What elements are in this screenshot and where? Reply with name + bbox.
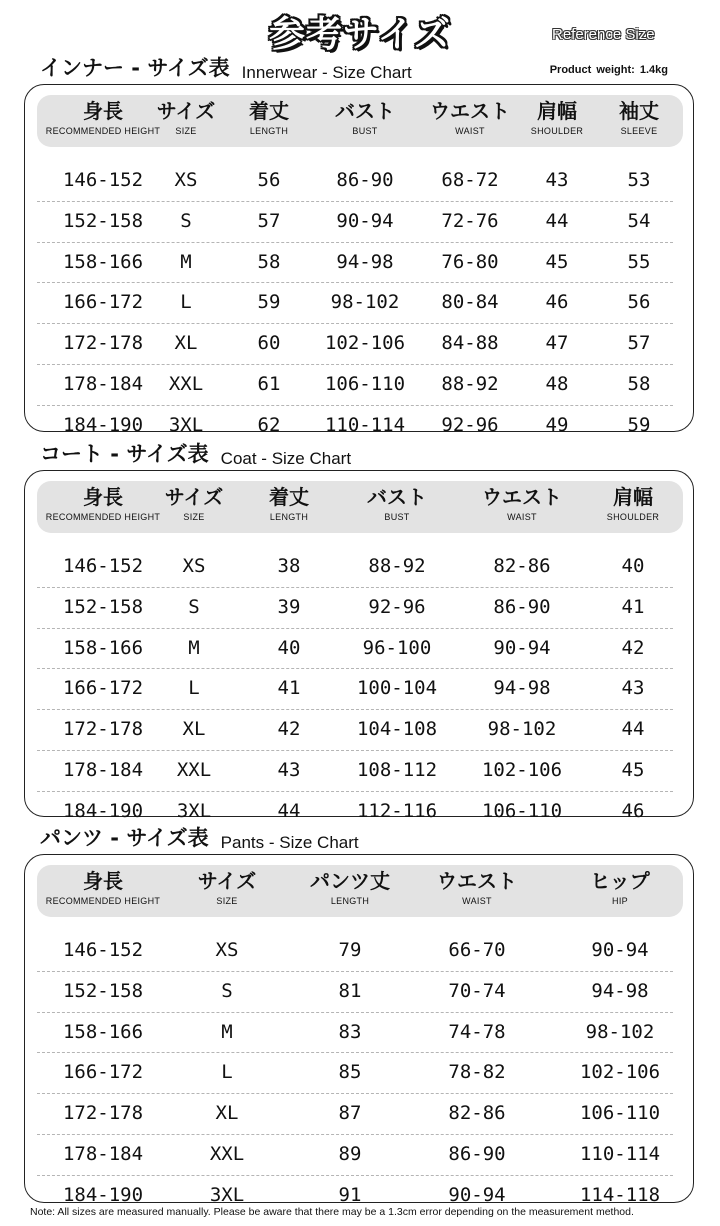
table-cell: M	[221, 1020, 233, 1043]
table-cell: 84-88	[441, 332, 499, 355]
table-row	[37, 1052, 673, 1094]
table-cell: 106-110	[579, 1102, 661, 1125]
header-label-en: SLEEVE	[620, 126, 658, 136]
section-heading	[40, 438, 351, 468]
table-cell: 94-98	[336, 250, 394, 273]
table-row	[37, 750, 673, 792]
table-cell: 89	[338, 1143, 362, 1165]
header-label-en: BUST	[352, 126, 378, 136]
table-cell: 98-102	[585, 1020, 655, 1043]
table-cell: 59	[627, 413, 651, 436]
table-cell: 59	[257, 291, 281, 314]
table-cell: 62	[257, 413, 281, 436]
table-cell: XL	[174, 332, 198, 355]
table-cell: 152-158	[62, 595, 144, 618]
table-cell: XS	[174, 169, 198, 191]
table-cell: 58	[257, 250, 281, 273]
header-label-jp: ヒップ	[590, 869, 650, 893]
table-cell: 110-114	[579, 1143, 661, 1165]
table-cell: 92-96	[368, 595, 426, 618]
section-title-jp: コート - サイズ表	[40, 442, 209, 466]
header-label-jp: ウエスト	[482, 485, 562, 509]
table-cell: 158-166	[62, 250, 144, 273]
table-cell: XXL	[209, 1143, 245, 1165]
table-row	[37, 668, 673, 710]
table-cell: L	[188, 677, 200, 700]
table-row	[37, 1134, 673, 1176]
table-cell: 44	[545, 209, 569, 232]
table-row	[37, 242, 673, 284]
table-cell: 44	[277, 799, 301, 822]
header-label-jp: ウエスト	[430, 99, 510, 123]
table-cell: 43	[545, 169, 569, 191]
table-cell: 152-158	[62, 209, 144, 232]
table-cell: 38	[277, 555, 301, 577]
header-label-en: SIZE	[183, 512, 205, 522]
table-row	[37, 587, 673, 629]
section-title-en: Innerwear - Size Chart	[241, 63, 412, 82]
header-label-jp: ウエスト	[437, 869, 517, 893]
table-row	[37, 628, 673, 670]
table-cell: 85	[338, 1061, 362, 1084]
size-table	[24, 854, 694, 1206]
table-cell: S	[221, 979, 233, 1002]
header-label-jp: バスト	[367, 485, 427, 509]
table-cell: 94-98	[591, 979, 649, 1002]
table-cell: 90-94	[448, 1183, 506, 1206]
size-table	[24, 470, 694, 822]
table-cell: XXL	[168, 373, 204, 395]
header-label-jp: バスト	[335, 99, 395, 123]
table-cell: 90-94	[336, 209, 394, 232]
header-label-en: RECOMMENDED HEIGHT	[45, 896, 161, 906]
table-cell: 178-184	[62, 1143, 144, 1165]
header-label-en: HIP	[612, 896, 628, 906]
table-cell: 42	[277, 718, 301, 741]
table-cell: 172-178	[62, 332, 144, 355]
header-label-jp: 肩幅	[536, 99, 577, 123]
table-cell: 42	[621, 636, 645, 659]
header-cell	[531, 95, 583, 147]
table-cell: 166-172	[62, 291, 144, 314]
table-cell: 166-172	[62, 1061, 144, 1084]
table-cell: 108-112	[356, 759, 438, 781]
table-cell: 72-76	[441, 209, 499, 232]
header-cell	[430, 95, 510, 147]
header-label-jp: 着丈	[269, 485, 309, 509]
table-cell: 87	[338, 1102, 362, 1125]
table-cell: 44	[621, 718, 645, 741]
table-cell: 3XL	[168, 413, 204, 436]
header-label-jp: 身長	[83, 869, 123, 893]
table-row	[37, 364, 673, 406]
table-header	[37, 481, 683, 533]
table-cell: 41	[621, 595, 645, 618]
table-cell: XS	[215, 939, 239, 961]
table-cell: 166-172	[62, 677, 144, 700]
table-cell: 184-190	[62, 1183, 144, 1206]
table-row	[37, 709, 673, 751]
header-cell	[590, 865, 649, 917]
table-cell: 102-106	[481, 759, 563, 781]
table-cell: 86-90	[493, 595, 551, 618]
table-cell: M	[180, 250, 192, 273]
section-title-en: Pants - Size Chart	[220, 833, 359, 852]
header-label-jp: サイズ	[197, 869, 257, 893]
header-cell	[335, 95, 395, 147]
table-cell: 96-100	[362, 636, 432, 659]
header-cell	[46, 481, 160, 533]
table-cell: 3XL	[176, 799, 212, 822]
table-cell: S	[180, 209, 192, 232]
table-cell: 49	[545, 413, 569, 436]
header-label-en: SHOULDER	[606, 512, 660, 522]
table-cell: 110-114	[324, 413, 406, 436]
table-cell: 98-102	[487, 718, 557, 741]
header-cell	[269, 481, 309, 533]
header-label-en: WAIST	[507, 512, 537, 522]
section-title-jp: パンツ - サイズ表	[40, 826, 209, 850]
table-cell: 98-102	[330, 291, 400, 314]
header-cell	[249, 95, 289, 147]
table-cell: 76-80	[441, 250, 499, 273]
table-cell: 158-166	[62, 636, 144, 659]
header-label-en: RECOMMENDED HEIGHT	[45, 512, 161, 522]
table-cell: 146-152	[62, 939, 144, 961]
table-cell: 55	[627, 250, 651, 273]
table-cell: 92-96	[441, 413, 499, 436]
table-cell: XL	[215, 1102, 239, 1125]
table-cell: 54	[627, 209, 651, 232]
header-cell	[198, 865, 256, 917]
table-cell: 46	[545, 291, 569, 314]
header-label-en: WAIST	[455, 126, 485, 136]
section-title-jp: インナー - サイズ表	[40, 56, 230, 80]
header-cell	[607, 481, 659, 533]
table-cell: 102-106	[324, 332, 406, 355]
header-label-jp: 着丈	[249, 99, 289, 123]
table-cell: S	[188, 595, 200, 618]
table-row	[37, 160, 673, 202]
table-cell: 90-94	[591, 939, 649, 961]
table-cell: 68-72	[441, 169, 499, 191]
header-label-en: SHOULDER	[530, 126, 584, 136]
table-header	[37, 865, 683, 917]
table-cell: 88-92	[441, 373, 499, 395]
header-cell	[437, 865, 517, 917]
table-cell: 94-98	[493, 677, 551, 700]
table-cell: XS	[182, 555, 206, 577]
page-title: 参考サイズ	[268, 14, 452, 55]
table-cell: 172-178	[62, 1102, 144, 1125]
table-cell: 86-90	[336, 169, 394, 191]
table-cell: 66-70	[448, 939, 506, 961]
header-label-jp: 袖丈	[619, 99, 659, 123]
table-cell: 56	[257, 169, 281, 191]
header-cell	[46, 95, 160, 147]
table-cell: 81	[338, 979, 362, 1002]
table-cell: 106-110	[481, 799, 563, 822]
table-cell: L	[221, 1061, 233, 1084]
table-cell: 104-108	[356, 718, 438, 741]
table-cell: 88-92	[368, 555, 426, 577]
table-cell: 43	[621, 677, 645, 700]
table-cell: 178-184	[62, 373, 144, 395]
table-row	[37, 323, 673, 365]
header-cell	[367, 481, 427, 533]
header-label-jp: サイズ	[164, 485, 224, 509]
header-label-en: SIZE	[216, 896, 238, 906]
table-cell: 57	[257, 209, 281, 232]
header-cell	[619, 95, 659, 147]
table-cell: 60	[257, 332, 281, 355]
table-cell: 53	[627, 169, 651, 191]
table-header	[37, 95, 683, 147]
table-cell: 39	[277, 595, 301, 618]
table-row	[37, 971, 673, 1013]
table-row	[37, 201, 673, 243]
table-cell: 158-166	[62, 1020, 144, 1043]
table-cell: 57	[627, 332, 651, 355]
table-cell: 146-152	[62, 555, 144, 577]
table-cell: 41	[277, 677, 301, 700]
table-cell: 40	[277, 636, 301, 659]
table-cell: 178-184	[62, 759, 144, 781]
table-cell: 146-152	[62, 169, 144, 191]
header-cell	[310, 865, 390, 917]
footer-note: Note: All sizes are measured manually. Please be aware that there may be a 1.3cm error depending on the measurement method.	[30, 1206, 634, 1218]
header-label-en: LENGTH	[330, 896, 370, 906]
table-row	[37, 1012, 673, 1054]
section-heading	[40, 822, 359, 852]
table-cell: 90-94	[493, 636, 551, 659]
table-cell: 74-78	[448, 1020, 506, 1043]
header-label-jp: 身長	[83, 99, 123, 123]
header-label-jp: 身長	[83, 485, 123, 509]
table-cell: 82-86	[493, 555, 551, 577]
header-cell	[157, 95, 215, 147]
table-cell: 91	[338, 1183, 362, 1206]
table-cell: 100-104	[356, 677, 438, 700]
size-table	[24, 84, 694, 436]
table-cell: 172-178	[62, 718, 144, 741]
table-row	[37, 546, 673, 588]
table-cell: 46	[621, 799, 645, 822]
header-cell	[46, 865, 160, 917]
table-cell: 79	[338, 939, 362, 961]
table-cell: 40	[621, 555, 645, 577]
table-cell: 56	[627, 291, 651, 314]
table-cell: 48	[545, 373, 569, 395]
table-cell: 184-190	[62, 799, 144, 822]
table-cell: XXL	[176, 759, 212, 781]
header-label-en: LENGTH	[269, 512, 309, 522]
table-cell: 78-82	[448, 1061, 506, 1084]
table-cell: 45	[545, 250, 569, 273]
table-cell: 3XL	[209, 1183, 245, 1206]
table-cell: 43	[277, 759, 301, 781]
section-title-en: Coat - Size Chart	[220, 449, 352, 468]
table-cell: 106-110	[324, 373, 406, 395]
table-cell: 45	[621, 759, 645, 781]
table-cell: 152-158	[62, 979, 144, 1002]
header-label-en: BUST	[384, 512, 410, 522]
table-row	[37, 930, 673, 972]
table-cell: 82-86	[448, 1102, 506, 1125]
header-label-jp: 肩幅	[612, 485, 653, 509]
table-cell: 70-74	[448, 979, 506, 1002]
header-cell	[482, 481, 562, 533]
table-row	[37, 1093, 673, 1135]
table-row	[37, 282, 673, 324]
table-cell: 47	[545, 332, 569, 355]
table-cell: 114-118	[579, 1183, 661, 1206]
section-heading	[40, 52, 412, 82]
header-label-jp: サイズ	[156, 99, 216, 123]
table-cell: 112-116	[356, 799, 438, 822]
table-cell: 80-84	[441, 291, 499, 314]
header-label-en: RECOMMENDED HEIGHT	[45, 126, 161, 136]
table-cell: 61	[257, 373, 281, 395]
table-cell: 83	[338, 1020, 362, 1043]
header-label-en: SIZE	[175, 126, 197, 136]
table-cell: XL	[182, 718, 206, 741]
header-cell	[165, 481, 223, 533]
table-cell: 184-190	[62, 413, 144, 436]
table-cell: 86-90	[448, 1143, 506, 1165]
page-subtitle: Reference Size	[552, 26, 655, 43]
table-cell: 102-106	[579, 1061, 661, 1084]
header-label-jp: パンツ丈	[310, 869, 390, 893]
table-cell: L	[180, 291, 192, 314]
header-label-en: WAIST	[462, 896, 492, 906]
table-cell: 58	[627, 373, 651, 395]
table-cell: M	[188, 636, 200, 659]
header-label-en: LENGTH	[249, 126, 289, 136]
product-weight: Product weight: 1.4kg	[549, 64, 668, 76]
